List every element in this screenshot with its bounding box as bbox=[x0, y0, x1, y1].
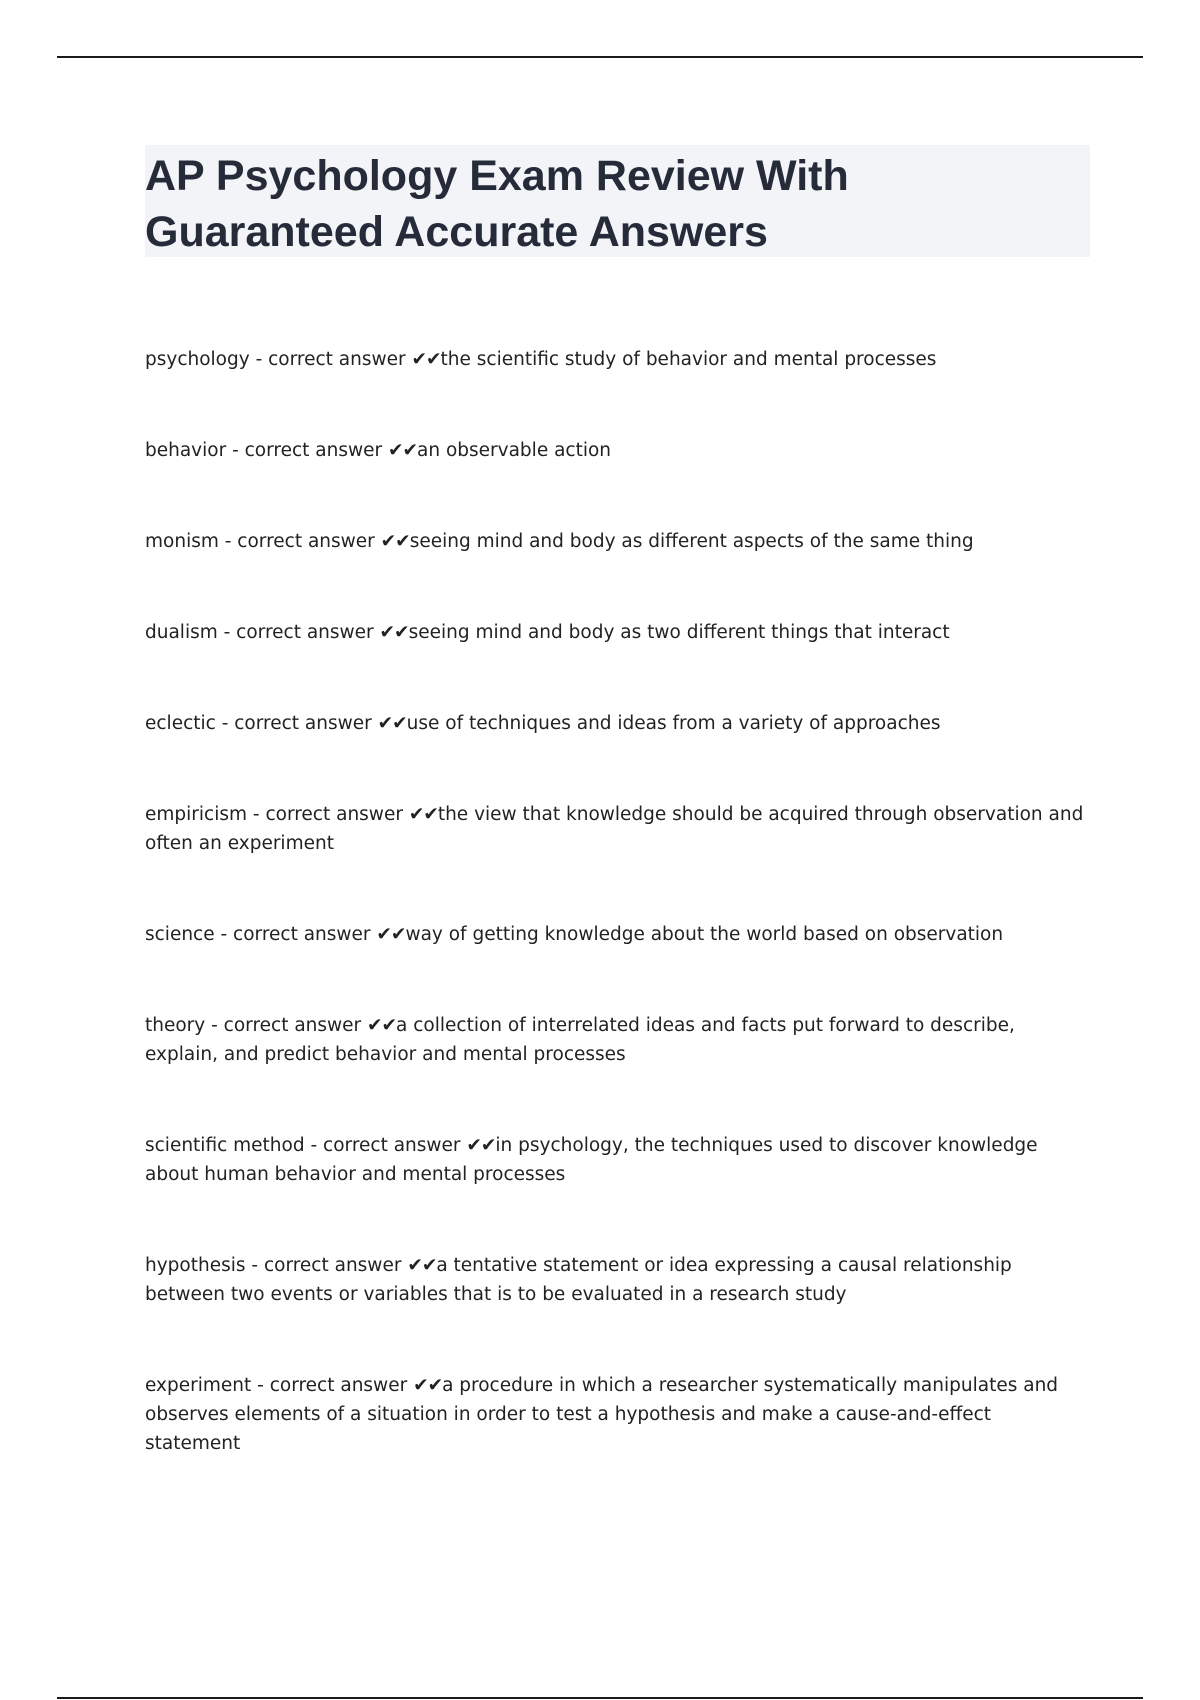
entry-term: eclectic bbox=[145, 713, 216, 734]
entry-definition: in psychology, the techniques used to discover knowledge about human behavior and mental processes bbox=[145, 1135, 1038, 1185]
list-item bbox=[145, 527, 1085, 556]
title-banner bbox=[145, 145, 1090, 257]
entry-term: psychology bbox=[145, 349, 250, 370]
entry-term: monism bbox=[145, 531, 219, 552]
answer-separator: - correct answer bbox=[215, 713, 378, 734]
entry-definition: the view that knowledge should be acquired through observation and often an experiment bbox=[145, 804, 1084, 854]
list-item bbox=[145, 920, 1085, 949]
double-check-icon: ✔✔ bbox=[466, 1135, 496, 1156]
answer-separator: - correct answer bbox=[247, 804, 409, 825]
entry-term: behavior bbox=[145, 440, 227, 461]
answer-separator: - correct answer bbox=[251, 1375, 414, 1396]
list-item bbox=[145, 1011, 1085, 1069]
entry-definition: a tentative statement or idea expressing a causal relationship between two events or variables that is to be evaluated in a research study bbox=[145, 1255, 1012, 1305]
bottom-rule bbox=[57, 1697, 1143, 1699]
list-item bbox=[145, 436, 1085, 465]
answer-separator: - correct answer bbox=[245, 1255, 408, 1276]
entry-term: hypothesis bbox=[145, 1255, 246, 1276]
answer-separator: - correct answer bbox=[226, 440, 388, 461]
list-item bbox=[145, 345, 1085, 374]
list-item bbox=[145, 800, 1085, 858]
answer-separator: - correct answer bbox=[304, 1135, 467, 1156]
list-item bbox=[145, 1251, 1085, 1309]
list-item bbox=[145, 709, 1085, 738]
entry-term: empiricism bbox=[145, 804, 248, 825]
entry-definition: way of getting knowledge about the world based on observation bbox=[405, 924, 1004, 945]
entry-term: experiment bbox=[145, 1375, 252, 1396]
double-check-icon: ✔✔ bbox=[388, 440, 418, 461]
entry-definition: use of techniques and ideas from a variety of approaches bbox=[406, 713, 941, 734]
answer-separator: - correct answer bbox=[217, 622, 380, 643]
document-title: AP Psychology Exam Review With Guaranteed Accurate Answers bbox=[145, 152, 849, 256]
answer-separator: - correct answer bbox=[249, 349, 412, 370]
entry-definition: seeing mind and body as two different things that interact bbox=[408, 622, 950, 643]
flashcard-list bbox=[145, 345, 1085, 1520]
entry-term: scientific method bbox=[145, 1135, 305, 1156]
answer-separator: - correct answer bbox=[218, 531, 381, 552]
double-check-icon: ✔✔ bbox=[411, 349, 441, 370]
double-check-icon: ✔✔ bbox=[367, 1015, 397, 1036]
entry-term: dualism bbox=[145, 622, 218, 643]
double-check-icon: ✔✔ bbox=[377, 713, 407, 734]
entry-definition: a collection of interrelated ideas and facts put forward to describe, explain, and predict behavior and mental processes bbox=[145, 1015, 1015, 1065]
double-check-icon: ✔✔ bbox=[379, 622, 409, 643]
entry-definition: an observable action bbox=[417, 440, 612, 461]
answer-separator: - correct answer bbox=[205, 1015, 368, 1036]
double-check-icon: ✔✔ bbox=[407, 1255, 437, 1276]
double-check-icon: ✔✔ bbox=[380, 531, 410, 552]
list-item bbox=[145, 618, 1085, 647]
list-item bbox=[145, 1131, 1085, 1189]
list-item bbox=[145, 1371, 1085, 1458]
entry-definition: the scientific study of behavior and mental processes bbox=[440, 349, 937, 370]
answer-separator: - correct answer bbox=[214, 924, 377, 945]
top-rule bbox=[57, 56, 1143, 58]
entry-definition: seeing mind and body as different aspects of the same thing bbox=[409, 531, 974, 552]
entry-term: theory bbox=[145, 1015, 206, 1036]
double-check-icon: ✔✔ bbox=[376, 924, 406, 945]
double-check-icon: ✔✔ bbox=[413, 1375, 443, 1396]
double-check-icon: ✔✔ bbox=[408, 804, 438, 825]
entry-term: science bbox=[145, 924, 215, 945]
entry-definition: a procedure in which a researcher systematically manipulates and observes elements of a situation in order to test a hypothesis and make a cause-and-effect statement bbox=[145, 1375, 1059, 1454]
